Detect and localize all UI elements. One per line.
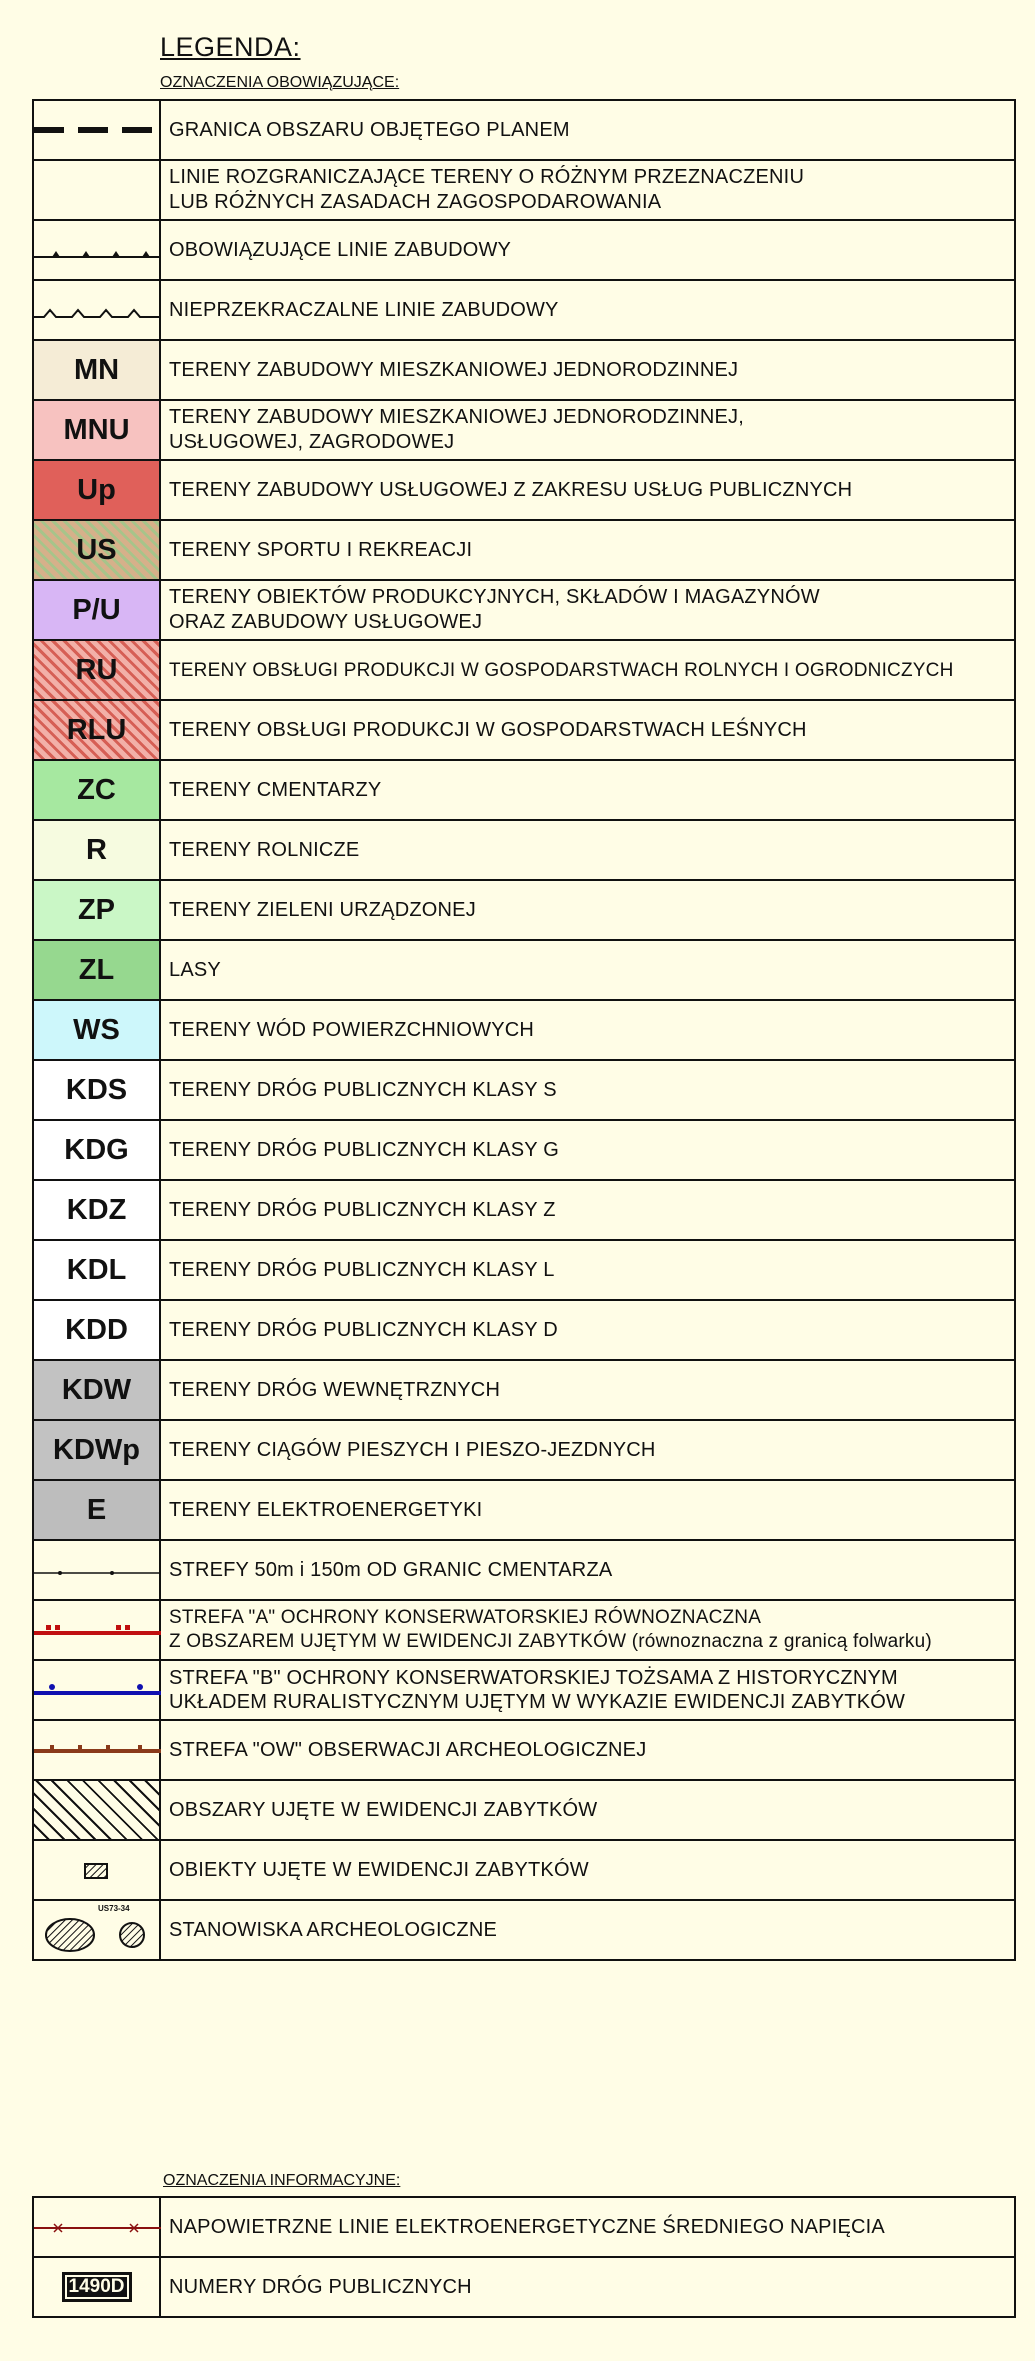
legend-row-pu — [33, 580, 1015, 640]
legend-desc: OBIEKTY UJĘTE W EWIDENCJI ZABYTKÓW — [160, 1840, 1015, 1900]
zone-symbol-e — [33, 1480, 160, 1540]
legend-desc: TERENY DRÓG PUBLICZNYCH KLASY L — [160, 1240, 1015, 1300]
legend-row-zone-a — [33, 1600, 1015, 1660]
legend-row-zl — [33, 940, 1015, 1000]
zone-code: RLU — [34, 701, 159, 759]
symbol-zone-a-line — [33, 1600, 160, 1660]
symbol-nonexceedable-building-line — [33, 280, 160, 340]
zone-code: US — [34, 521, 159, 579]
legend-row-ws — [33, 1000, 1015, 1060]
site-label: US73-34 — [98, 1904, 130, 1913]
legend-row-zc — [33, 760, 1015, 820]
legend-row-cemetery-zones — [33, 1540, 1015, 1600]
section-binding-title: OZNACZENIA OBOWIĄZUJĄCE: — [160, 74, 400, 91]
legend-desc: TERENY DRÓG PUBLICZNYCH KLASY Z — [160, 1180, 1015, 1240]
binding-legend-table — [32, 99, 1016, 1961]
legend-desc: TERENY DRÓG WEWNĘTRZNYCH — [160, 1360, 1015, 1420]
zone-code: R — [34, 821, 159, 879]
symbol-cemetery-zone-line — [33, 1540, 160, 1600]
symbol-obligatory-building-line — [33, 220, 160, 280]
legend-desc: TERENY OBSŁUGI PRODUKCJI W GOSPODARSTWACH LEŚNYCH — [160, 700, 1015, 760]
legend-desc: TERENY OBSŁUGI PRODUKCJI W GOSPODARSTWACH ROLNYCH I OGRODNICZYCH — [160, 640, 1015, 700]
legend-row-kdl — [33, 1240, 1015, 1300]
legend-desc-line2: ORAZ ZABUDOWY USŁUGOWEJ — [169, 611, 483, 633]
legend-desc — [160, 160, 1015, 220]
legend-desc: TERENY WÓD POWIERZCHNIOWYCH — [160, 1000, 1015, 1060]
symbol-heritage-object — [33, 1840, 160, 1900]
legend-row-us — [33, 520, 1015, 580]
legend-desc: TERENY SPORTU I REKREACJI — [160, 520, 1015, 580]
road-number-badge: 1490D — [62, 2272, 132, 2302]
legend-desc: STANOWISKA ARCHEOLOGICZNE — [160, 1900, 1015, 1960]
legend-desc-line2: USŁUGOWEJ, ZAGRODOWEJ — [169, 431, 455, 453]
legend-row-zp — [33, 880, 1015, 940]
zone-symbol-rlu — [33, 700, 160, 760]
zone-code: E — [34, 1481, 159, 1539]
legend-row-zone-b — [33, 1660, 1015, 1720]
zone-code: KDG — [34, 1121, 159, 1179]
legend-desc: TERENY ZABUDOWY MIESZKANIOWEJ JEDNORODZINNEJ — [160, 340, 1015, 400]
legend-desc — [160, 580, 1015, 640]
zone-code: WS — [34, 1001, 159, 1059]
symbol-zone-ow-line — [33, 1720, 160, 1780]
legend-row-ru — [33, 640, 1015, 700]
zone-symbol-mnu — [33, 400, 160, 460]
legend-row-plan-boundary — [33, 100, 1015, 160]
legend-desc: TERENY ELEKTROENERGETYKI — [160, 1480, 1015, 1540]
legend-desc: GRANICA OBSZARU OBJĘTEGO PLANEM — [160, 100, 1015, 160]
legend-desc: STREFY 50m i 150m OD GRANIC CMENTARZA — [160, 1540, 1015, 1600]
zone-symbol-up — [33, 460, 160, 520]
zone-symbol-ru — [33, 640, 160, 700]
symbol-archaeological-site — [33, 1900, 160, 1960]
legend-desc: NUMERY DRÓG PUBLICZNYCH — [160, 2257, 1015, 2317]
zone-code: RU — [34, 641, 159, 699]
symbol-plan-boundary — [33, 100, 160, 160]
legend-desc-line2: UKŁADEM RURALISTYCZNYM UJĘTYM W WYKAZIE EWIDENCJI ZABYTKÓW — [169, 1691, 906, 1713]
legend-desc-line1: LINIE ROZGRANICZAJĄCE TERENY O RÓŻNYM PRZEZNACZENIU — [169, 166, 805, 188]
hatch-pattern — [34, 1781, 159, 1839]
legend-row-rlu — [33, 700, 1015, 760]
legend-desc-line2: Z OBSZAREM UJĘTYM W EWIDENCJI ZABYTKÓW (równoznaczna z granicą folwarku) — [169, 1631, 932, 1652]
legend-desc: NAPOWIETRZNE LINIE ELEKTROENERGETYCZNE ŚREDNIEGO NAPIĘCIA — [160, 2197, 1015, 2257]
legend-row-kds — [33, 1060, 1015, 1120]
section-info-title: OZNACZENIA INFORMACYJNE: — [163, 2172, 401, 2189]
zone-code: KDWp — [34, 1421, 159, 1479]
zone-symbol-zl — [33, 940, 160, 1000]
legend-row-heritage-areas — [33, 1780, 1015, 1840]
legend-row-r — [33, 820, 1015, 880]
legend-desc-line2: LUB RÓŻNYCH ZASADACH ZAGOSPODAROWANIA — [169, 191, 662, 213]
legend-row-power-lines — [33, 2197, 1015, 2257]
legend-row-kdwp — [33, 1420, 1015, 1480]
info-legend-table — [32, 2196, 1016, 2318]
zone-symbol-pu — [33, 580, 160, 640]
zone-code: MNU — [34, 401, 159, 459]
legend-desc: TERENY CIĄGÓW PIESZYCH I PIESZO-JEZDNYCH — [160, 1420, 1015, 1480]
zone-code: Up — [34, 461, 159, 519]
legend-desc: STREFA "OW" OBSERWACJI ARCHEOLOGICZNEJ — [160, 1720, 1015, 1780]
legend-desc: NIEPRZEKRACZALNE LINIE ZABUDOWY — [160, 280, 1015, 340]
legend-row-up — [33, 460, 1015, 520]
symbol-road-number — [33, 2257, 160, 2317]
legend-desc — [160, 1660, 1015, 1720]
legend-desc: TERENY ZIELENI URZĄDZONEJ — [160, 880, 1015, 940]
legend-desc: TERENY CMENTARZY — [160, 760, 1015, 820]
legend-row-dividing-lines — [33, 160, 1015, 220]
legend-desc: TERENY DRÓG PUBLICZNYCH KLASY G — [160, 1120, 1015, 1180]
legend-row-mn — [33, 340, 1015, 400]
zone-code: KDW — [34, 1361, 159, 1419]
legend-desc: TERENY ROLNICZE — [160, 820, 1015, 880]
zone-symbol-kdwp — [33, 1420, 160, 1480]
legend-desc: LASY — [160, 940, 1015, 1000]
zone-symbol-kdz — [33, 1180, 160, 1240]
zone-code: KDL — [34, 1241, 159, 1299]
legend-row-zone-ow — [33, 1720, 1015, 1780]
zone-code: ZC — [34, 761, 159, 819]
zone-code: MN — [34, 341, 159, 399]
zone-symbol-r — [33, 820, 160, 880]
legend-desc — [160, 1600, 1015, 1660]
legend-desc — [160, 400, 1015, 460]
zone-symbol-kdg — [33, 1120, 160, 1180]
legend-desc-line1: TERENY ZABUDOWY MIESZKANIOWEJ JEDNORODZINNEJ, — [169, 406, 744, 428]
zone-symbol-kds — [33, 1060, 160, 1120]
legend-row-kdw — [33, 1360, 1015, 1420]
zone-code: KDD — [34, 1301, 159, 1359]
zone-symbol-kdl — [33, 1240, 160, 1300]
legend-row-kdd — [33, 1300, 1015, 1360]
legend-row-archaeological-sites — [33, 1900, 1015, 1960]
legend-row-nonexceedable-building-line — [33, 280, 1015, 340]
legend-desc: TERENY ZABUDOWY USŁUGOWEJ Z ZAKRESU USŁUG PUBLICZNYCH — [160, 460, 1015, 520]
legend-row-mnu — [33, 400, 1015, 460]
zone-code: KDZ — [34, 1181, 159, 1239]
legend-desc-line1: STREFA "A" OCHRONY KONSERWATORSKIEJ RÓWNOZNACZNA — [169, 1607, 762, 1628]
symbol-zone-b-line — [33, 1660, 160, 1720]
zone-symbol-zp — [33, 880, 160, 940]
zone-code: ZP — [34, 881, 159, 939]
legend-title: LEGENDA: — [160, 32, 301, 62]
legend-desc: OBSZARY UJĘTE W EWIDENCJI ZABYTKÓW — [160, 1780, 1015, 1840]
zone-symbol-zc — [33, 760, 160, 820]
zone-symbol-kdd — [33, 1300, 160, 1360]
legend-row-obligatory-building-line — [33, 220, 1015, 280]
legend-row-road-numbers — [33, 2257, 1015, 2317]
legend-row-heritage-objects — [33, 1840, 1015, 1900]
legend-row-e — [33, 1480, 1015, 1540]
legend-desc: TERENY DRÓG PUBLICZNYCH KLASY D — [160, 1300, 1015, 1360]
zone-code: KDS — [34, 1061, 159, 1119]
legend-desc: TERENY DRÓG PUBLICZNYCH KLASY S — [160, 1060, 1015, 1120]
symbol-power-line — [33, 2197, 160, 2257]
legend-desc: OBOWIĄZUJĄCE LINIE ZABUDOWY — [160, 220, 1015, 280]
legend-row-kdz — [33, 1180, 1015, 1240]
legend-desc-line1: STREFA "B" OCHRONY KONSERWATORSKIEJ TOŻSAMA Z HISTORYCZNYM — [169, 1667, 898, 1689]
legend-desc-line1: TERENY OBIEKTÓW PRODUKCYJNYCH, SKŁADÓW I MAGAZYNÓW — [169, 586, 820, 608]
zone-code: ZL — [34, 941, 159, 999]
symbol-dividing-lines — [33, 160, 160, 220]
zone-code: P/U — [34, 581, 159, 639]
symbol-heritage-area-hatch — [33, 1780, 160, 1840]
zone-symbol-kdw — [33, 1360, 160, 1420]
zone-symbol-ws — [33, 1000, 160, 1060]
zone-symbol-mn — [33, 340, 160, 400]
legend-row-kdg — [33, 1120, 1015, 1180]
zone-symbol-us — [33, 520, 160, 580]
